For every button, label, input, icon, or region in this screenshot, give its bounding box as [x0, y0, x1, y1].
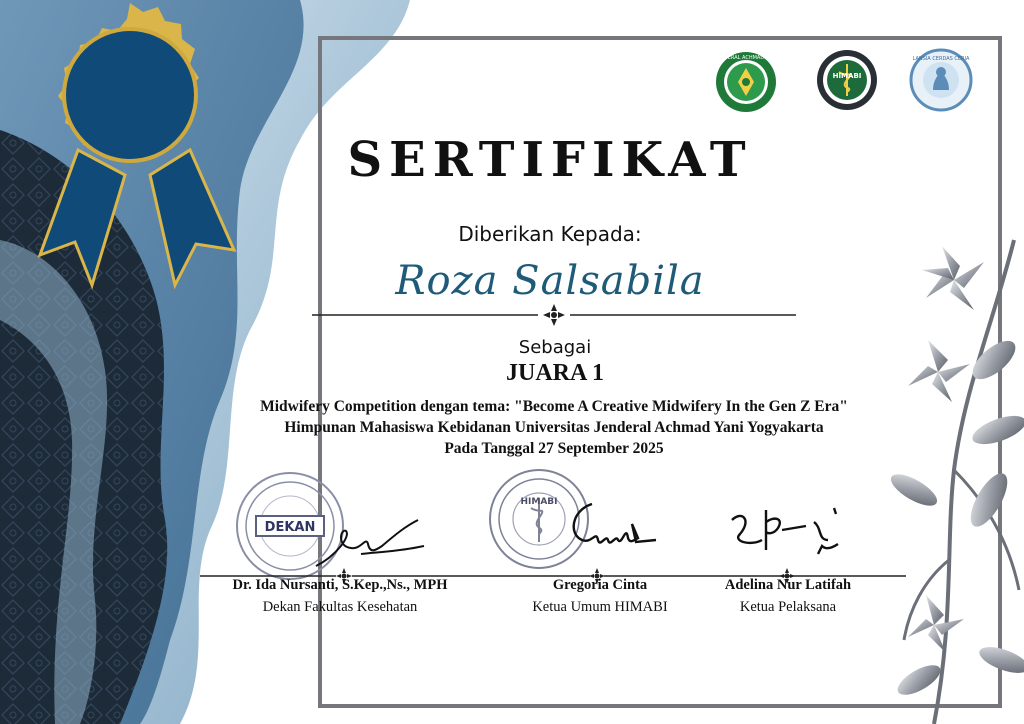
signature-ketua-umum — [562, 494, 658, 556]
signatory-name-ketua-pelaksana: Adelina Nur Latifah — [724, 577, 852, 593]
given-to-label: Diberikan Kepada: — [458, 222, 642, 246]
lansia-logo-text: LANSIA CERDAS CERIA — [912, 56, 970, 62]
as-label: Sebagai — [518, 337, 592, 358]
university-logo-text: UNIVERSITAS JENDERAL ACHMAD YANI YOGYAKARTA — [681, 55, 811, 61]
description-line: Pada Tanggal 27 September 2025 — [444, 440, 664, 457]
description-line: Midwifery Competition dengan tema: "Become A Creative Midwifery In the Gen Z Era" — [260, 398, 848, 415]
signatory-role-dekan: Dekan Fakultas Kesehatan — [262, 599, 418, 615]
certificate-title: SERTIFIKAT — [347, 132, 753, 188]
silver-flower-decoration — [894, 240, 1024, 724]
signatory-name-ketua-umum: Gregoria Cinta — [552, 577, 648, 593]
signatory-role-ketua-umum: Ketua Umum HIMABI — [532, 599, 668, 615]
himabi-logo — [815, 48, 879, 112]
himabi-logo-text: HIMABI — [832, 72, 862, 80]
ornamental-divider — [312, 303, 796, 327]
signature-ketua-pelaksana — [722, 500, 846, 566]
dekan-stamp-label: DEKAN — [264, 520, 316, 535]
lansia-cerdas-ceria-logo — [909, 48, 973, 112]
signatory-name-dekan: Dr. Ida Nursanti, S.Kep.,Ns., MPH — [232, 577, 448, 593]
recipient-name: Roza Salsabila — [395, 258, 705, 304]
award-title: JUARA 1 — [505, 360, 604, 386]
signatory-role-ketua-pelaksana: Ketua Pelaksana — [739, 599, 837, 615]
himabi-stamp-label: HIMABI — [520, 497, 558, 507]
university-crest-logo — [681, 50, 811, 114]
description-line: Himpunan Mahasiswa Kebidanan Universitas Jenderal Achmad Yani Yogyakarta — [284, 419, 824, 436]
